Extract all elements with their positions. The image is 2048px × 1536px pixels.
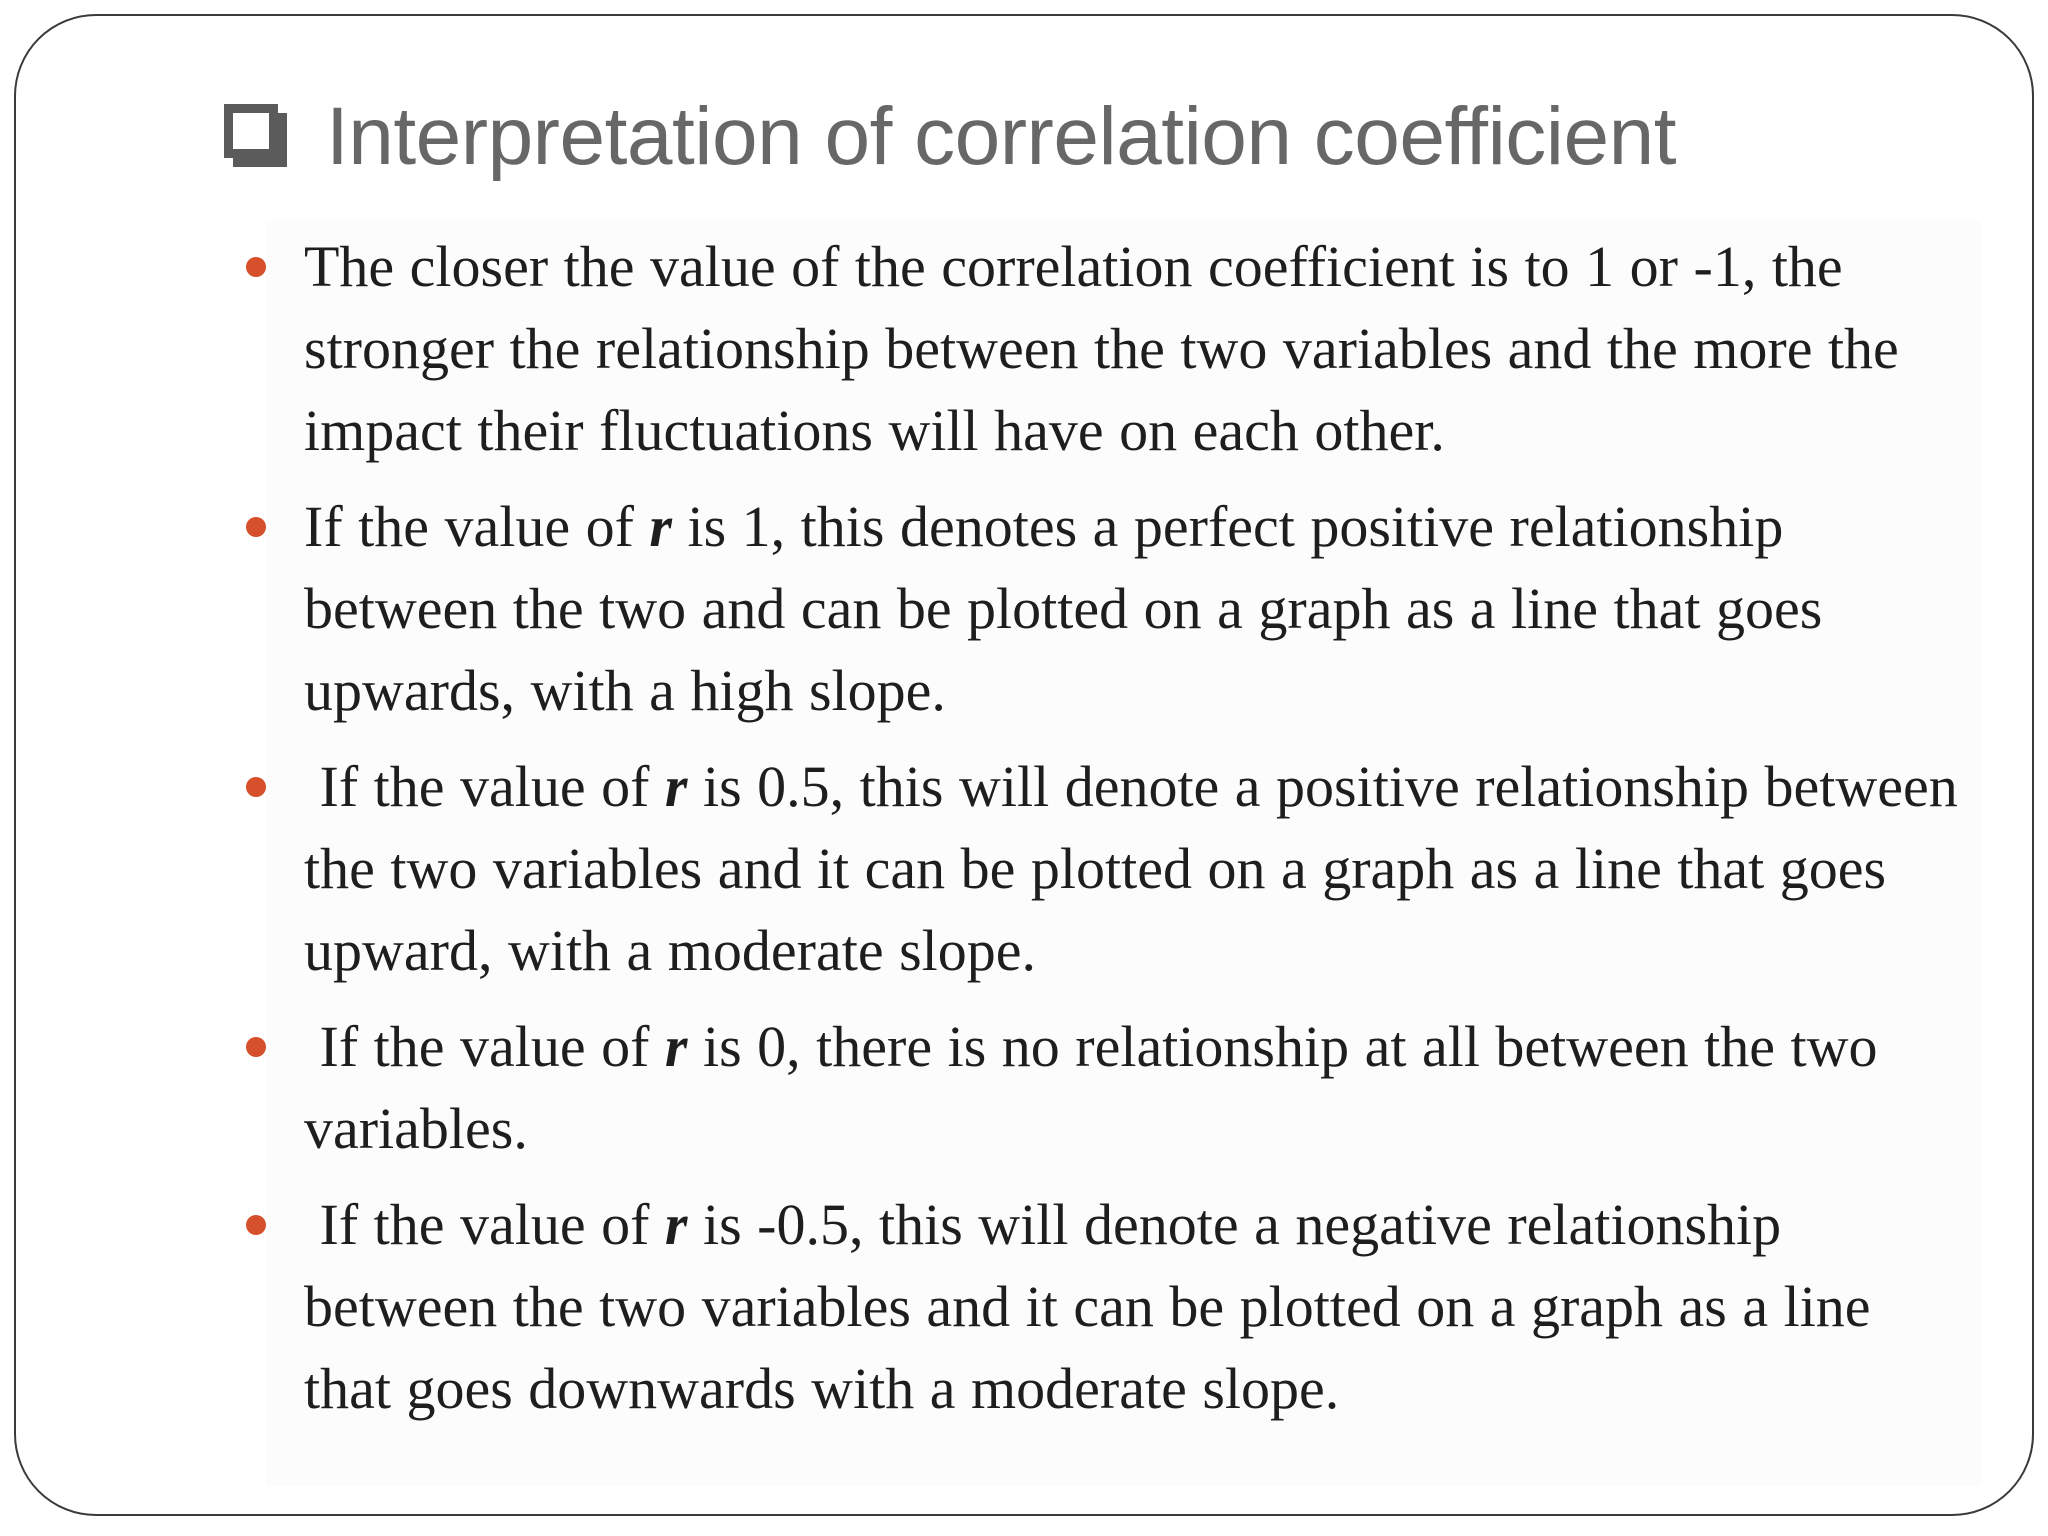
bullet-dot-icon	[246, 517, 266, 537]
bullet-text: If the value of r is 0.5, this will denote a positive relationship between the two variables and it can be plotted on a graph as a line that goes upward, with a moderate slope.	[304, 754, 1974, 983]
variable-r: r	[649, 494, 672, 559]
bullet-item	[240, 1184, 1960, 1430]
bullet-text: The closer the value of the correlation coefficient is to 1 or -1, the stronger the relationship between the two variables and the more the impact their fluctuations will have on each other.	[304, 234, 1899, 463]
variable-r: r	[664, 1014, 688, 1079]
bullet-dot-icon	[246, 777, 266, 797]
checkbox-square-icon	[224, 104, 290, 170]
bullet-item	[240, 226, 1960, 472]
title-row	[224, 82, 1676, 192]
variable-r: r	[664, 1192, 688, 1257]
bullet-text: If the value of r is 0, there is no relationship at all between the two variables.	[304, 1014, 1894, 1161]
bullet-item	[240, 486, 1960, 732]
bullet-dot-icon	[246, 1037, 266, 1057]
bullet-item	[240, 746, 1974, 992]
bullet-list	[240, 226, 1974, 1444]
bullet-dot-icon	[246, 1215, 266, 1235]
slide-title: Interpretation of correlation coefficient	[326, 91, 1676, 182]
bullet-text: If the value of r is -0.5, this will denote a negative relationship between the two variables and it can be plotted on a graph as a line that goes downwards with a moderate slope.	[304, 1192, 1887, 1421]
bullet-item	[240, 1006, 1960, 1170]
slide	[14, 14, 2034, 1516]
bullet-dot-icon	[246, 257, 266, 277]
variable-r: r	[664, 754, 688, 819]
bullet-text: If the value of r is 1, this denotes a perfect positive relationship between the two and can be plotted on a graph as a line that goes upwards, with a high slope.	[304, 494, 1838, 723]
